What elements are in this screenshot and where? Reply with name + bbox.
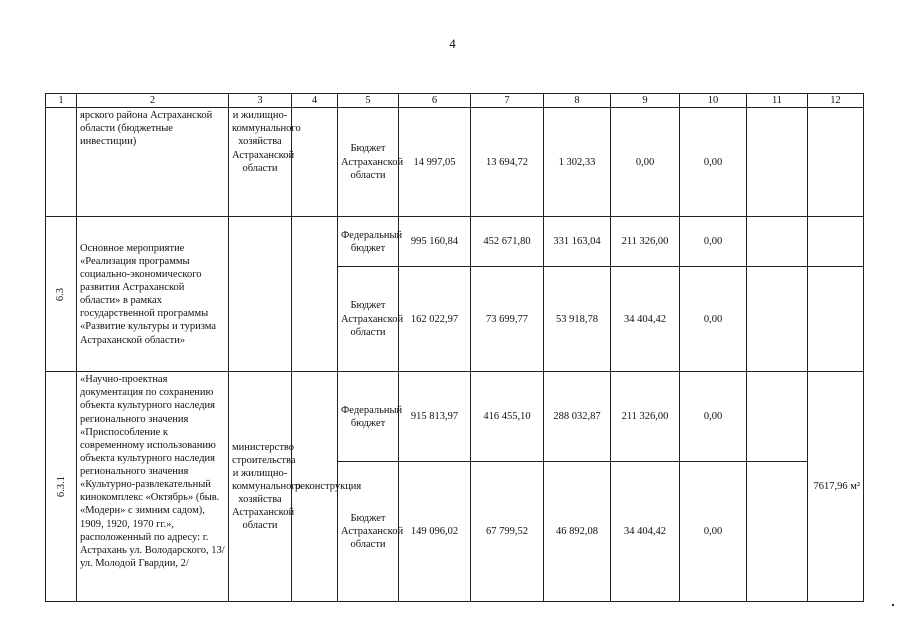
value-col7: 452 671,80 bbox=[471, 217, 544, 267]
value-col6: 915 813,97 bbox=[399, 372, 471, 462]
value-col8: 288 032,87 bbox=[544, 372, 611, 462]
value-col8: 53 918,78 bbox=[544, 267, 611, 372]
value-col10: 0,00 bbox=[680, 462, 747, 602]
value-col7: 13 694,72 bbox=[471, 108, 544, 217]
value-col11 bbox=[747, 372, 808, 462]
value-col11 bbox=[747, 267, 808, 372]
program-table bbox=[45, 93, 864, 602]
col-header-9: 9 bbox=[611, 94, 680, 108]
col-header-1: 1 bbox=[46, 94, 77, 108]
col-header-2: 2 bbox=[77, 94, 229, 108]
value-col9: 0,00 bbox=[611, 108, 680, 217]
funding-source: Бюджет Астраханской области bbox=[338, 462, 399, 602]
value-col7: 73 699,77 bbox=[471, 267, 544, 372]
value-col12 bbox=[808, 108, 864, 217]
funding-source: Бюджет Астраханской области bbox=[338, 108, 399, 217]
col-header-11: 11 bbox=[747, 94, 808, 108]
col-header-12: 12 bbox=[808, 94, 864, 108]
capacity-value: 7617,96 м² bbox=[808, 372, 864, 602]
value-col10: 0,00 bbox=[680, 267, 747, 372]
funding-source: Федеральный бюджет bbox=[338, 217, 399, 267]
value-col11 bbox=[747, 108, 808, 217]
row-code-6-3-1: 6.3.1 bbox=[46, 372, 77, 602]
value-col6: 14 997,05 bbox=[399, 108, 471, 217]
value-col7: 67 799,52 bbox=[471, 462, 544, 602]
column-number-row bbox=[46, 94, 864, 108]
funding-source: Бюджет Астраханской области bbox=[338, 267, 399, 372]
value-col7: 416 455,10 bbox=[471, 372, 544, 462]
value-col6: 995 160,84 bbox=[399, 217, 471, 267]
funding-source: Федеральный бюджет bbox=[338, 372, 399, 462]
work-type-6-3 bbox=[292, 217, 338, 372]
col-header-7: 7 bbox=[471, 94, 544, 108]
executor: и жилищно-коммунального хозяйства Астраханской области bbox=[229, 108, 292, 217]
executor-6-3 bbox=[229, 217, 292, 372]
col-header-3: 3 bbox=[229, 94, 292, 108]
row-code-cell bbox=[46, 108, 77, 217]
value-col6: 162 022,97 bbox=[399, 267, 471, 372]
scan-speck bbox=[892, 604, 894, 606]
value-col11 bbox=[747, 217, 808, 267]
col-header-10: 10 bbox=[680, 94, 747, 108]
value-col10: 0,00 bbox=[680, 108, 747, 217]
value-col11 bbox=[747, 462, 808, 602]
item-name: ярского района Астраханской области (бюджетные инвестиции) bbox=[77, 108, 229, 217]
col-header-4: 4 bbox=[292, 94, 338, 108]
value-col8: 331 163,04 bbox=[544, 217, 611, 267]
value-col10: 0,00 bbox=[680, 372, 747, 462]
col-header-6: 6 bbox=[399, 94, 471, 108]
item-name-6-3-1: «Научно-проектная документация по сохранению объекта культурного наследия регионального значения «Приспособление к современному использованию объекта культурного наследия регионального значения «Культурно-развлекательный кинокомплекс «Октябрь» (быв. «Модерн» с зимним садом), 1909, 1920, 1970 гг.», расположенный по адресу: г. Астрахань ул. Володарского, 13/ ул. Молодой Гвардии, 2/ bbox=[77, 372, 229, 602]
value-col12 bbox=[808, 217, 864, 267]
value-col9: 211 326,00 bbox=[611, 372, 680, 462]
table-row-6-3-1-federal bbox=[46, 372, 864, 462]
value-col8: 46 892,08 bbox=[544, 462, 611, 602]
value-col9: 34 404,42 bbox=[611, 462, 680, 602]
value-col12 bbox=[808, 267, 864, 372]
value-col9: 34 404,42 bbox=[611, 267, 680, 372]
value-col10: 0,00 bbox=[680, 217, 747, 267]
value-col9: 211 326,00 bbox=[611, 217, 680, 267]
value-col8: 1 302,33 bbox=[544, 108, 611, 217]
page-number: 4 bbox=[449, 36, 456, 51]
work-type-6-3-1: реконструкция bbox=[292, 372, 338, 602]
row-code-6-3: 6.3 bbox=[46, 217, 77, 372]
col-header-5: 5 bbox=[338, 94, 399, 108]
col-header-8: 8 bbox=[544, 94, 611, 108]
executor-6-3-1: министерство строительства и жилищно-коммунального хозяйства Астраханской области bbox=[229, 372, 292, 602]
table-row-continuation bbox=[46, 108, 864, 217]
item-name-6-3: Основное мероприятие «Реализация программы социально-экономического развития Астраханской области» в рамках государственной программы «Развитие культуры и туризма Астраханской области» bbox=[77, 217, 229, 372]
table-row-6-3-federal bbox=[46, 217, 864, 267]
value-col6: 149 096,02 bbox=[399, 462, 471, 602]
